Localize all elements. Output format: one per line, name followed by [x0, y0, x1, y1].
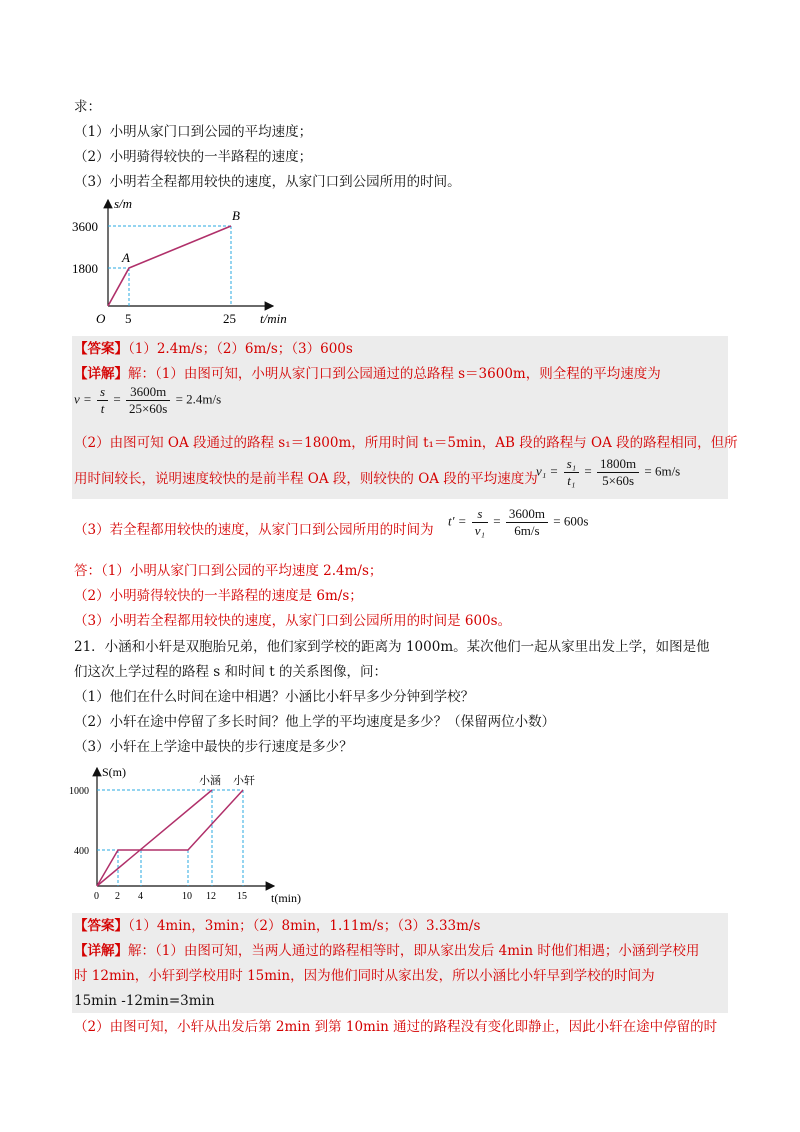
- q20-f2-frac-b: [597, 456, 639, 489]
- q20-f3-result: = 600s: [553, 513, 589, 529]
- q20-y-tick-1800: 1800: [72, 261, 98, 276]
- q20-x-tick-25: 25: [223, 311, 236, 326]
- q20-f2-frac-a: [564, 456, 580, 489]
- q20-f2-frac-b-den: 5×60s: [602, 473, 634, 488]
- q20-detail-2a: （2）由图可知 OA 段通过的路程 s₁＝1800m，所用时间 t₁＝5min，AB 段的路程与 OA 段的路程相同，但所: [74, 435, 738, 451]
- q20-f3-frac-a-den: v₁: [474, 523, 486, 538]
- q21-label-han: 小涵: [199, 775, 221, 787]
- q21-answer-text: （1）4min，3min；（2）8min，1.11m/s；（3）3.33m/s: [128, 918, 481, 934]
- q21-detail-1b: 时 12min，小轩到学校用时 15min，因为他们同时从家出发，所以小涵比小轩早到学校的时间为: [74, 968, 655, 984]
- q21-y-tick-400: 400: [74, 846, 89, 857]
- q20-formula-1: [74, 384, 221, 417]
- q20-f2-eq: =: [584, 463, 592, 479]
- q21-detail-tag: 【详解】: [74, 943, 128, 959]
- q21-x-label: t(min): [271, 891, 301, 905]
- q21-y-label: S(m): [102, 765, 126, 779]
- q20-origin-label: O: [96, 311, 106, 326]
- q20-f1-eq: =: [113, 391, 121, 407]
- q20-f3-frac-b-num: 3600m: [506, 506, 548, 523]
- q21-answer-tag: 【答案】: [74, 918, 128, 934]
- q20-f1-lhs: v =: [74, 391, 96, 407]
- q20-f3-frac-b: [506, 506, 548, 539]
- q21-detail-1a: [74, 942, 699, 960]
- q21-x-tick-10: 10: [182, 891, 192, 902]
- q20-f1-result: = 2.4m/s: [175, 391, 222, 407]
- q21-x-tick-15: 15: [237, 891, 247, 902]
- q21-question-2: （2）小轩在途中停留了多长时间？他上学的平均速度是多少？（保留两位小数）: [74, 714, 556, 730]
- q21-x-tick-12: 12: [206, 891, 216, 902]
- q20-detail-tag: 【详解】: [74, 366, 128, 382]
- q20-question-3: （3）小明若全程都用较快的速度，从家门口到公园所用的时间。: [74, 174, 461, 190]
- q20-x-label: t/min: [260, 311, 287, 326]
- q20-f1-frac-a-den: t: [100, 401, 105, 416]
- q20-formula-3: [448, 506, 588, 539]
- q20-y-label: s/m: [114, 196, 133, 211]
- q21-answer: [74, 917, 480, 935]
- q20-f1-frac-b-num: 3600m: [126, 384, 170, 401]
- q20-path-oab: [108, 226, 231, 306]
- q20-y-tick-3600: 3600: [72, 219, 98, 234]
- q21-detail-1a-text: 解：（1）由图可知，当两人通过的路程相等时，即从家出发后 4min 时他们相遇；小涵到学校用: [128, 943, 700, 959]
- q20-distance-time-graph: [68, 192, 308, 332]
- q21-question-1: （1）他们在什么时间在途中相遇？小涵比小轩早多少分钟到学校？: [74, 689, 475, 705]
- q20-f2-lhs: v₁ =: [536, 463, 562, 479]
- q20-f1-frac-a: [97, 384, 108, 417]
- q20-x-tick-5: 5: [125, 311, 132, 326]
- q20-point-b-label: B: [232, 208, 240, 223]
- q21-distance-time-graph: [66, 762, 326, 912]
- q20-intro: 求：: [74, 99, 101, 115]
- q20-point-a-label: A: [122, 250, 130, 265]
- q21-stem-1: 21．小涵和小轩是双胞胎兄弟，他们家到学校的距离为 1000m。某次他们一起从家里出发上学，如图是他: [74, 639, 710, 655]
- q20-question-2: （2）小明骑得较快的一半路程的速度；: [74, 149, 313, 165]
- q20-f2-frac-a-num: s₁: [564, 456, 580, 473]
- q20-conclusion-1: 答：（1）小明从家门口到公园的平均速度 2.4m/s；: [74, 563, 383, 579]
- q20-question-1: （1）小明从家门口到公园的平均速度；: [74, 124, 313, 140]
- q20-f2-frac-b-num: 1800m: [597, 456, 639, 473]
- q20-f2-result: = 6m/s: [644, 463, 681, 479]
- q21-path-xiaohan: [97, 790, 212, 886]
- q21-origin-label: 0: [94, 891, 99, 902]
- q21-x-tick-2: 2: [115, 891, 120, 902]
- q20-detail-3: （3）若全程都用较快的速度，从家门口到公园所用的时间为: [74, 522, 434, 538]
- q20-f3-frac-a: [472, 506, 488, 539]
- q20-conclusion-2: （2）小明骑得较快的一半路程的速度是 6m/s；: [74, 588, 363, 604]
- q21-stem-2: 们这次上学过程的路程 s 和时间 t 的关系图像，问：: [74, 664, 388, 680]
- q20-formula-2: [536, 456, 680, 489]
- q20-detail-1-text: 解：（1）由图可知，小明从家门口到公园通过的总路程 s＝3600m，则全程的平均速度为: [128, 366, 661, 382]
- q20-f3-lhs: t′ =: [448, 513, 470, 529]
- q21-detail-1c: 15min -12min=3min: [74, 993, 215, 1009]
- q20-f3-frac-b-den: 6m/s: [514, 523, 540, 538]
- q20-f1-frac-b-den: 25×60s: [128, 401, 168, 416]
- q21-question-3: （3）小轩在上学途中最快的步行速度是多少？: [74, 739, 353, 755]
- q20-conclusion-3: （3）小明若全程都用较快的速度，从家门口到公园所用的时间是 600s。: [74, 613, 512, 629]
- q20-f3-eq: =: [493, 513, 501, 529]
- q21-detail-2: （2）由图可知，小轩从出发后第 2min 到第 10min 通过的路程没有变化即静止，因此小轩在途中停留的时: [74, 1019, 718, 1035]
- q20-f1-frac-b: [126, 384, 170, 417]
- q20-f1-frac-a-num: s: [97, 384, 108, 401]
- q21-path-xiaoxuan: [97, 790, 243, 886]
- q20-detail-2b: 用时间较长，说明速度较快的是前半程 OA 段，则较快的 OA 段的平均速度为: [74, 471, 538, 487]
- q20-f2-frac-a-den: t₁: [567, 473, 576, 488]
- q21-label-xuan: 小轩: [233, 775, 255, 787]
- q20-detail-1: [74, 365, 661, 383]
- q21-y-tick-1000: 1000: [69, 786, 89, 797]
- q21-x-tick-4: 4: [138, 891, 143, 902]
- q20-answer-tag: 【答案】: [74, 341, 128, 357]
- q20-answer: [74, 340, 353, 358]
- q20-f3-frac-a-num: s: [472, 506, 488, 523]
- q20-answer-text: （1）2.4m/s；（2）6m/s；（3）600s: [128, 341, 353, 357]
